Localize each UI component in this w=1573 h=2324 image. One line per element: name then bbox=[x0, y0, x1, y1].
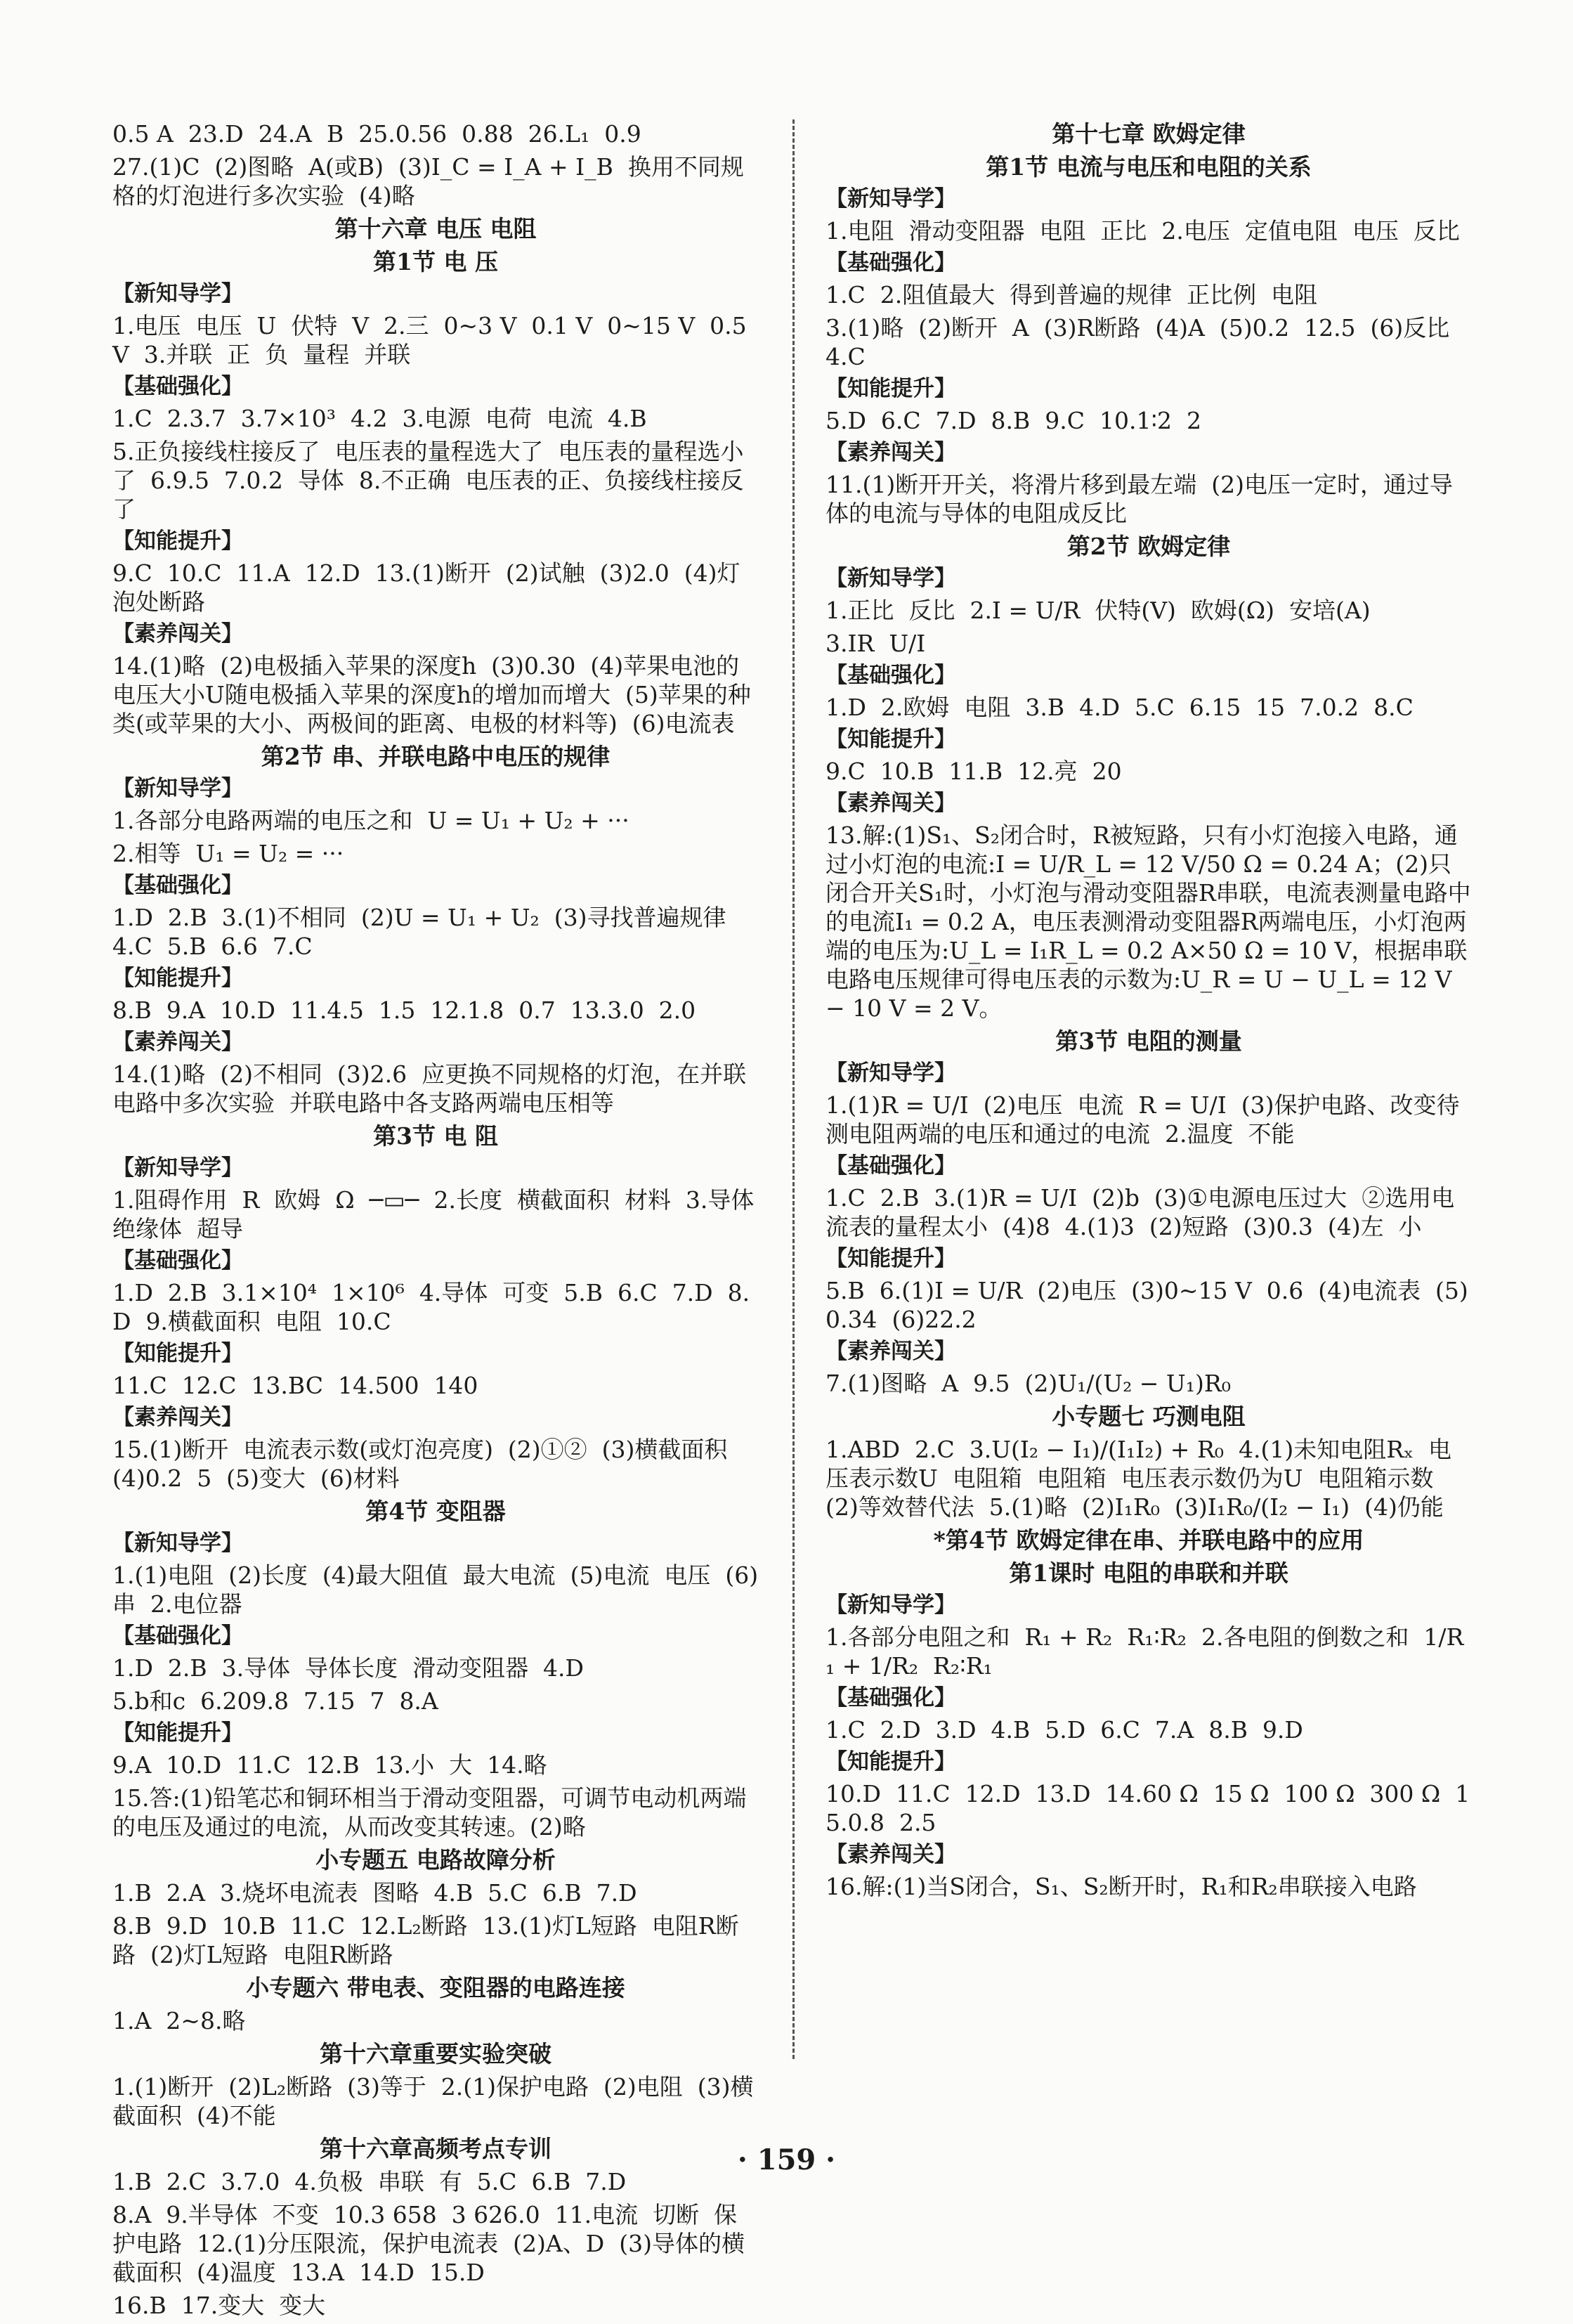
section-tag: 【基础强化】 bbox=[825, 1685, 956, 1710]
section-tag: 【知能提升】 bbox=[825, 1749, 956, 1774]
section-tag: 【新知导学】 bbox=[825, 1592, 956, 1618]
answer-line: 9.A 10.D 11.C 12.B 13.小 大 14.略 bbox=[112, 1751, 547, 1779]
section-heading: 第1课时 电阻的串联和并联 bbox=[1009, 1559, 1288, 1587]
answer-line: 1.ABD 2.C 3.U(I₂ − I₁)/(I₁I₂) + R₀ 4.(1)未知电阻Rₓ 电压表示数U 电阻箱 电阻箱 电压表示数仍为U 电阻箱示数 (2)等效替代法 5.(1)略 (2)I₁R₀ (3)I₁R₀/(I₂ − I₁) (4)仍能 bbox=[825, 1436, 1452, 1521]
answer-line: 3.IR U/I bbox=[825, 630, 926, 657]
section-tag: 【基础强化】 bbox=[825, 1153, 956, 1179]
section-tag: 【新知导学】 bbox=[112, 776, 243, 801]
answer-line: 7.(1)图略 A 9.5 (2)U₁/(U₂ − U₁)R₀ bbox=[825, 1370, 1231, 1397]
section-heading: 第4节 变阻器 bbox=[365, 1498, 506, 1525]
answer-line: 14.(1)略 (2)不相同 (3)2.6 应更换不同规格的灯泡，在并联电路中多次实验 并联电路中各支路两端电压相等 bbox=[112, 1060, 747, 1117]
answer-line: 1.C 2.B 3.(1)R = U/I (2)b (3)①电源电压过大 ②选用电流表的量程太小 (4)8 4.(1)3 (2)短路 (3)0.3 (4)左 小 bbox=[825, 1184, 1455, 1240]
answer-line: 10.D 11.C 12.D 13.D 14.60 Ω 15 Ω 100 Ω 300 Ω 15.0.8 2.5 bbox=[825, 1780, 1470, 1836]
answer-line: 1.B 2.C 3.7.0 4.负极 串联 有 5.C 6.B 7.D bbox=[112, 2168, 627, 2195]
section-heading: 小专题六 带电表、变阻器的电路连接 bbox=[246, 1974, 625, 2001]
section-tag: 【新知导学】 bbox=[825, 566, 956, 591]
answer-line: 1.(1)R = U/I (2)电压 电流 R = U/I (3)保护电路、改变待测电阻两端的电压和通过的电流 2.温度 不能 bbox=[825, 1091, 1460, 1148]
answer-line: 8.B 9.A 10.D 11.4.5 1.5 12.1.8 0.7 13.3.0 2.0 bbox=[112, 997, 696, 1024]
answer-line: 1.C 2.阻值最大 得到普遍的规律 正比例 电阻 bbox=[825, 281, 1318, 309]
section-heading: 第2节 欧姆定律 bbox=[1066, 533, 1231, 560]
section-heading: *第4节 欧姆定律在串、并联电路中的应用 bbox=[933, 1526, 1364, 1554]
section-tag: 【基础强化】 bbox=[112, 873, 243, 898]
answer-line: 1.阻碍作用 R 欧姆 Ω ─▭─ 2.长度 横截面积 材料 3.导体 绝缘体 超导 bbox=[112, 1186, 769, 1242]
section-tag: 【知能提升】 bbox=[825, 727, 956, 752]
answer-line: 1.D 2.欧姆 电阻 3.B 4.D 5.C 6.15 15 7.0.2 8.C bbox=[825, 694, 1414, 721]
answer-line: 5.b和c 6.209.8 7.15 7 8.A bbox=[112, 1687, 438, 1715]
answer-line: 1.各部分电阻之和 R₁ + R₂ R₁∶R₂ 2.各电阻的倒数之和 1/R₁ + 1/R₂ R₂∶R₁ bbox=[825, 1623, 1464, 1680]
answer-line: 11.(1)断开开关，将滑片移到最左端 (2)电压一定时，通过导体的电流与导体的电阻成反比 bbox=[825, 471, 1453, 527]
answer-line: 1.B 2.A 3.烧坏电流表 图略 4.B 5.C 6.B 7.D bbox=[112, 1879, 637, 1907]
section-tag: 【基础强化】 bbox=[112, 374, 243, 399]
section-tag: 【知能提升】 bbox=[112, 1341, 243, 1366]
answer-line: 16.解:(1)当S闭合，S₁、S₂断开时，R₁和R₂串联接入电路 bbox=[825, 1873, 1417, 1900]
section-heading: 小专题七 巧测电阻 bbox=[1052, 1403, 1246, 1430]
section-heading: 第3节 电 阻 bbox=[373, 1122, 498, 1150]
answer-line: 1.D 2.B 3.1×10⁴ 1×10⁶ 4.导体 可变 5.B 6.C 7.D 8.D 9.横截面积 电阻 10.C bbox=[112, 1279, 750, 1335]
section-heading: 第十七章 欧姆定律 bbox=[1052, 120, 1246, 148]
answer-line: 2.相等 U₁ = U₂ = ··· bbox=[112, 840, 344, 867]
answer-line: 1.(1)电阻 (2)长度 (4)最大阻值 最大电流 (5)电流 电压 (6)串 2.电位器 bbox=[112, 1562, 759, 1618]
answer-line: 15.(1)断开 电流表示数(或灯泡亮度) (2)①② (3)横截面积 (4)0.2 5 (5)变大 (6)材料 bbox=[112, 1436, 743, 1492]
section-tag: 【新知导学】 bbox=[112, 281, 243, 306]
section-tag: 【知能提升】 bbox=[825, 376, 956, 401]
answer-line: 1.正比 反比 2.I = U/R 伏特(V) 欧姆(Ω) 安培(A) bbox=[825, 597, 1371, 624]
section-tag: 【素养闯关】 bbox=[112, 621, 243, 647]
section-tag: 【基础强化】 bbox=[825, 250, 956, 275]
section-tag: 【知能提升】 bbox=[112, 528, 243, 554]
answer-line: 1.D 2.B 3.(1)不相同 (2)U = U₁ + U₂ (3)寻找普遍规律 4.C 5.B 6.6 7.C bbox=[112, 904, 741, 960]
section-heading: 第十六章 电压 电阻 bbox=[334, 215, 537, 242]
section-heading: 第1节 电 压 bbox=[373, 248, 498, 275]
answer-line: 1.电压 电压 U 伏特 V 2.三 0~3 V 0.1 V 0~15 V 0.5 V 3.并联 正 负 量程 并联 bbox=[112, 312, 755, 368]
page-number: · 159 · bbox=[737, 2143, 836, 2176]
answer-line: 15.答:(1)铅笔芯和铜环相当于滑动变阻器，可调节电动机两端的电压及通过的电流，从而改变其转速。(2)略 bbox=[112, 1784, 747, 1841]
section-tag: 【素养闯关】 bbox=[825, 791, 956, 816]
answer-line: 8.B 9.D 10.B 11.C 12.L₂断路 13.(1)灯L短路 电阻R断路 (2)灯L短路 电阻R断路 bbox=[112, 1912, 739, 1968]
section-tag: 【新知导学】 bbox=[112, 1155, 243, 1181]
section-tag: 【新知导学】 bbox=[112, 1531, 243, 1556]
answer-line: 13.解:(1)S₁、S₂闭合时，R被短路，只有小灯泡接入电路，通过小灯泡的电流:I = U/R_L = 12 V/50 Ω = 0.24 A；(2)只闭合开关S₁时，小灯泡与滑动变阻器R串联，电流表测量电路中的电流I₁ = 0.2 A，电压表测滑动变阻器R两端电压，小灯泡两端的电压为:U_L = I₁R_L = 0.2 A×50 Ω = 10 V，根据串联电路电压规律可得电压表的示数为:U_R = U − U_L = 12 V − 10 V = 2 V。 bbox=[825, 822, 1471, 1022]
answer-line: 9.C 10.C 11.A 12.D 13.(1)断开 (2)试触 (3)2.0 (4)灯泡处断路 bbox=[112, 559, 740, 616]
left-column bbox=[112, 119, 769, 2324]
answer-line: 5.正负接线柱接反了 电压表的量程选大了 电压表的量程选小了 6.9.5 7.0.2 导体 8.不正确 电压表的正、负接线柱接反了 bbox=[112, 438, 744, 523]
column-divider bbox=[792, 119, 795, 2059]
section-tag: 【基础强化】 bbox=[112, 1623, 243, 1649]
section-tag: 【基础强化】 bbox=[112, 1248, 243, 1273]
answer-line: 1.电阻 滑动变阻器 电阻 正比 2.电压 定值电阻 电压 反比 bbox=[825, 217, 1460, 245]
answer-line: 14.(1)略 (2)电极插入苹果的深度h (3)0.30 (4)苹果电池的电压大小U随电极插入苹果的深度h的增加而增大 (5)苹果的种类(或苹果的大小、两极间的距离、电极的材料等) (6)电流表 bbox=[112, 652, 751, 737]
section-heading: 第2节 串、并联电路中电压的规律 bbox=[261, 743, 611, 770]
section-tag: 【素养闯关】 bbox=[825, 1339, 956, 1364]
answer-line: 11.C 12.C 13.BC 14.500 140 bbox=[112, 1372, 478, 1399]
section-heading: 第3节 电阻的测量 bbox=[1055, 1027, 1242, 1055]
section-tag: 【素养闯关】 bbox=[112, 1405, 243, 1430]
section-tag: 【新知导学】 bbox=[825, 1060, 956, 1086]
section-tag: 【素养闯关】 bbox=[112, 1030, 243, 1055]
answer-line: 0.5 A 23.D 24.A B 25.0.56 0.88 26.L₁ 0.9 bbox=[112, 120, 641, 148]
section-tag: 【知能提升】 bbox=[112, 966, 243, 991]
answer-line: 1.A 2~8.略 bbox=[112, 2007, 246, 2034]
answer-line: 5.B 6.(1)I = U/R (2)电压 (3)0~15 V 0.6 (4)电流表 (5)0.34 (6)22.2 bbox=[825, 1277, 1468, 1333]
answer-line: 16.B 17.变大 变大 bbox=[112, 2292, 326, 2319]
section-heading: 第1节 电流与电压和电阻的关系 bbox=[986, 153, 1312, 181]
section-tag: 【知能提升】 bbox=[825, 1246, 956, 1271]
answer-line: 1.C 2.D 3.D 4.B 5.D 6.C 7.A 8.B 9.D bbox=[825, 1716, 1303, 1744]
answer-line: 3.(1)略 (2)断开 A (3)R断路 (4)A (5)0.2 12.5 (6)反比 4.C bbox=[825, 314, 1465, 370]
answer-line: 27.(1)C (2)图略 A(或B) (3)I_C = I_A + I_B 换用不同规格的灯泡进行多次实验 (4)略 bbox=[112, 153, 744, 209]
answer-line: 1.各部分电路两端的电压之和 U = U₁ + U₂ + ··· bbox=[112, 807, 629, 834]
right-column bbox=[825, 119, 1472, 1905]
section-tag: 【新知导学】 bbox=[825, 186, 956, 212]
answer-line: 1.C 2.3.7 3.7×10³ 4.2 3.电源 电荷 电流 4.B bbox=[112, 405, 647, 432]
answer-line: 5.D 6.C 7.D 8.B 9.C 10.1∶2 2 bbox=[825, 407, 1202, 434]
answer-line: 8.A 9.半导体 不变 10.3 658 3 626.0 11.电流 切断 保护电路 12.(1)分压限流，保护电流表 (2)A、D (3)导体的横截面积 (4)温度 13.A 14.D 15.D bbox=[112, 2201, 745, 2286]
section-tag: 【知能提升】 bbox=[112, 1720, 243, 1746]
section-heading: 第十六章重要实验突破 bbox=[320, 2040, 551, 2067]
answer-line: 9.C 10.B 11.B 12.亮 20 bbox=[825, 758, 1122, 785]
section-heading: 第十六章高频考点专训 bbox=[320, 2135, 551, 2162]
answer-line: 1.D 2.B 3.导体 导体长度 滑动变阻器 4.D bbox=[112, 1654, 585, 1682]
section-tag: 【基础强化】 bbox=[825, 663, 956, 688]
answer-line: 1.(1)断开 (2)L₂断路 (3)等于 2.(1)保护电路 (2)电阻 (3)横截面积 (4)不能 bbox=[112, 2073, 754, 2129]
section-heading: 小专题五 电路故障分析 bbox=[315, 1846, 556, 1874]
section-tag: 【素养闯关】 bbox=[825, 1842, 956, 1867]
section-tag: 【素养闯关】 bbox=[825, 440, 956, 465]
